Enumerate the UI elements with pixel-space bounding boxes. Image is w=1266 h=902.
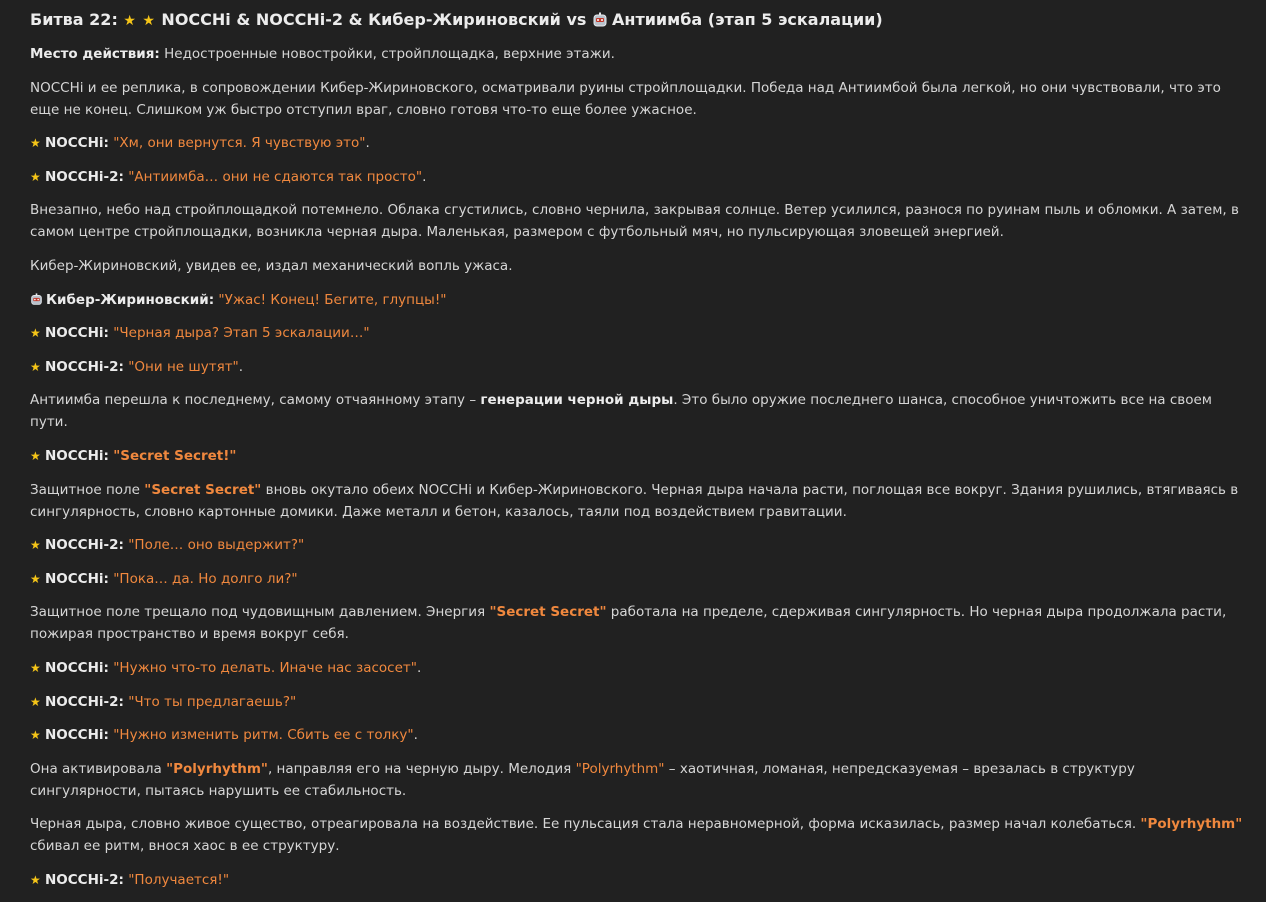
dialogue-line: Кибер-Жириновский: "Ужас! Конец! Бегите, глупцы!" [30, 289, 1245, 311]
dialogue-quote: "Антиимба… они не сдаются так просто" [128, 168, 423, 185]
skill-name: "Polyrhythm" [575, 760, 665, 777]
dialogue-line: ★ NOCCHi: "Нужно изменить ритм. Сбить ее с толку". [30, 724, 1245, 746]
dialogue-line: ★ NOCCHi-2: "Получается!" [30, 869, 1245, 891]
dialogue-quote: "Что ты предлагаешь?" [128, 693, 297, 710]
dialogue-line: ★ NOCCHi-2: "Они не шутят". [30, 356, 1245, 378]
emphasis-text: генерации черной дыры [480, 392, 674, 409]
speaker-name: Кибер-Жириновский [46, 291, 209, 308]
speaker-name: NOCCHi [45, 727, 104, 744]
dialogue-quote: "Они не шутят" [128, 358, 239, 375]
scene-label: Место действия: [30, 46, 160, 62]
star-icon: ★ [30, 538, 41, 553]
narration-paragraph: Кибер-Жириновский, увидев ее, издал механический вопль ужаса. [30, 257, 513, 274]
skill-name: "Polyrhythm" [1140, 816, 1243, 833]
narration-paragraph: Защитное поле "Secret Secret" вновь окутало обеих NOCCHi и Кибер-Жириновского. Черная дыра начала расти, поглощая все вокруг. Здания рушились, втягиваясь в сингулярность, словно картонные домики. Даже металл и бетон, казалось, таяли под воздействием гравитации. [30, 481, 1239, 520]
speaker-name: NOCCHi-2 [45, 358, 119, 375]
dialogue-quote: "Нужно изменить ритм. Сбить ее с толку" [113, 727, 414, 744]
narration-paragraph: NOCCHi и ее реплика, в сопровождении Кибер-Жириновского, осматривали руины стройплощадки. Победа над Антиимбой была легкой, но они чувствовали, что это еще не конец. Слишком уж быстро отступил враг, словно готовя что-то еще более ужасное. [30, 79, 1221, 118]
dialogue-line: ★ NOCCHi-2: "Поле… оно выдержит?" [30, 534, 1245, 556]
dialogue-quote: "Нужно что-то делать. Иначе нас засосет" [113, 659, 417, 676]
speaker-name: NOCCHi-2 [45, 871, 119, 888]
narration-paragraph: Она активировала "Polyrhythm", направляя его на черную дыру. Мелодия "Polyrhythm" – хаотичная, ломаная, непредсказуемая – врезалась в структуру сингулярности, пытаясь нарушить ее стабильность. [30, 760, 1135, 799]
star-icon: ★ [30, 359, 41, 374]
dialogue-quote: "Черная дыра? Этап 5 эскалации…" [113, 325, 370, 342]
battle-transcript [30, 7, 1245, 902]
robot-face-icon [592, 12, 608, 28]
narration-paragraph: Внезапно, небо над стройплощадкой потемнело. Облака сгустились, словно чернила, закрывая солнце. Ветер усилился, разнося по руинам пыль и обломки. А затем, в самом центре стройплощадки, возникла черная дыра. Маленькая, размером с футбольный мяч, но пульсирующая зловещей энергией. [30, 202, 1239, 241]
dialogue-line: ★ NOCCHi: "Нужно что-то делать. Иначе нас засосет". [30, 657, 1245, 679]
battle-title [30, 7, 1245, 34]
star-icon: ★ [30, 660, 41, 675]
narration-paragraph: Антиимба перешла к последнему, самому отчаянному этапу – генерации черной дыры. Это было оружие последнего шанса, способное уничтожить все на своем пути. [30, 392, 1212, 431]
dialogue-quote: "Хм, они вернутся. Я чувствую это" [113, 135, 366, 152]
star-icon: ★ [123, 13, 136, 29]
dialogue-quote: "Получается!" [128, 871, 230, 888]
star-icon: ★ [30, 728, 41, 743]
dialogue-line: ★ NOCCHi: "Secret Secret!" [30, 445, 1245, 467]
star-icon: ★ [30, 872, 41, 887]
speaker-name: NOCCHi [45, 135, 104, 152]
narration-paragraph: Защитное поле трещало под чудовищным давлением. Энергия "Secret Secret" работала на пределе, сдерживая сингулярность. Но черная дыра продолжала расти, пожирая пространство и время вокруг себя. [30, 604, 1227, 643]
speaker-name: NOCCHi [45, 447, 104, 464]
speaker-name: NOCCHi-2 [45, 537, 119, 554]
star-icon: ★ [30, 326, 41, 341]
dialogue-line: ★ NOCCHi: "Черная дыра? Этап 5 эскалации…" [30, 322, 1245, 344]
star-icon: ★ [30, 448, 41, 463]
speaker-name: NOCCHi-2 [45, 168, 119, 185]
dialogue-line: ★ NOCCHi-2: "Антиимба… они не сдаются так просто". [30, 166, 1245, 188]
dialogue-line: ★ NOCCHi-2: "Что ты предлагаешь?" [30, 691, 1245, 713]
star-icon: ★ [30, 694, 41, 709]
scene-text: Недостроенные новостройки, стройплощадка, верхние этажи. [164, 46, 615, 62]
scene-line [30, 43, 1245, 65]
robot-face-icon [30, 293, 43, 306]
speaker-name: NOCCHi [45, 659, 104, 676]
skill-name: "Secret Secret" [144, 481, 262, 498]
star-icon: ★ [30, 136, 41, 151]
dialogue-quote: "Secret Secret!" [113, 447, 237, 464]
skill-name: "Polyrhythm" [166, 760, 268, 777]
star-icon: ★ [30, 571, 41, 586]
speaker-name: NOCCHi [45, 570, 104, 587]
title-enemy: Антиимба (этап 5 эскалации) [612, 10, 883, 29]
speaker-name: NOCCHi [45, 325, 104, 342]
dialogue-quote: "Ужас! Конец! Бегите, глупцы!" [218, 291, 447, 308]
dialogue-line: ★ NOCCHi: "Пока… да. Но долго ли?" [30, 568, 1245, 590]
title-prefix: Битва 22: [30, 10, 118, 29]
dialogue-quote: "Поле… оно выдержит?" [128, 537, 305, 554]
star-icon: ★ [30, 169, 41, 184]
narration-paragraph: Черная дыра, словно живое существо, отреагировала на воздействие. Ее пульсация стала неравномерной, форма исказилась, размер начал колебаться. "Polyrhythm" сбивал ее ритм, внося хаос в ее структуру. [30, 816, 1243, 855]
dialogue-line: ★ NOCCHi: "Хм, они вернутся. Я чувствую это". [30, 132, 1245, 154]
title-heroes: NOCCHi & NOCCHi-2 & Кибер-Жириновский vs [161, 10, 587, 29]
dialogue-quote: "Пока… да. Но долго ли?" [113, 570, 298, 587]
star-icon: ★ [142, 13, 155, 29]
speaker-name: NOCCHi-2 [45, 693, 119, 710]
skill-name: "Secret Secret" [489, 604, 607, 621]
